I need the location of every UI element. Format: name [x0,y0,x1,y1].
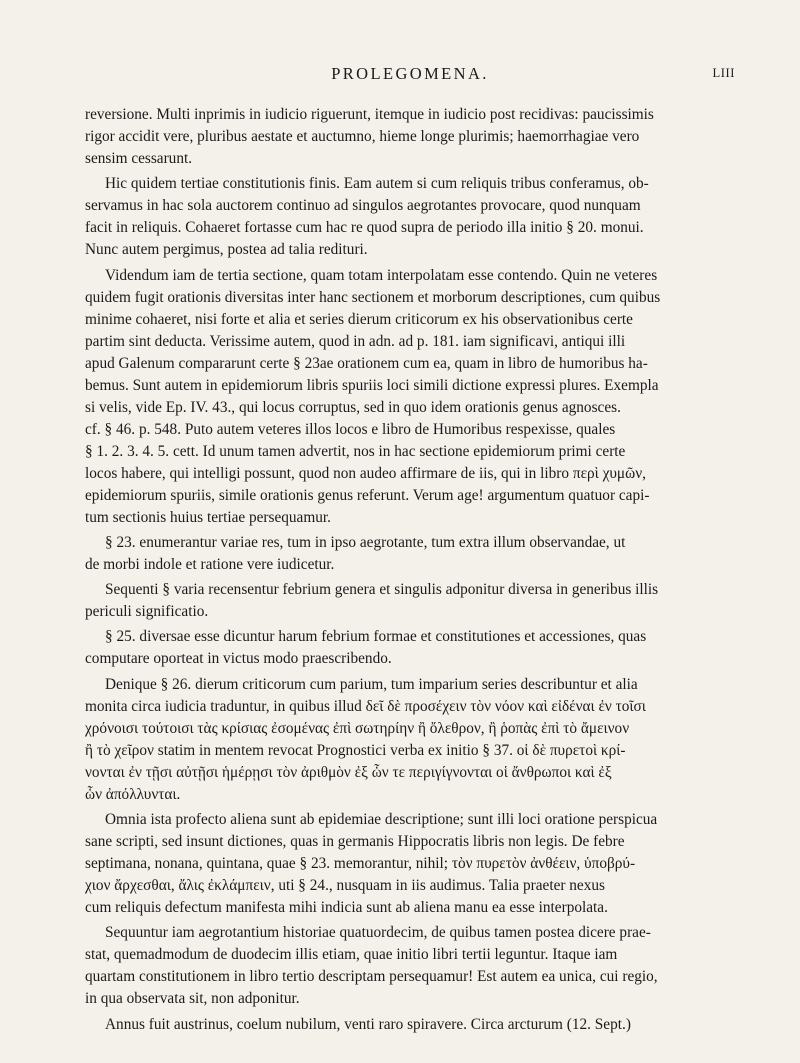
running-title: PROLEGOMENA. [331,64,489,83]
paragraph [85,1014,736,1036]
text-line: si velis, vide Ep. IV. 43., qui locus corruptus, sed in quo idem orationis genus agnosces. [85,398,621,416]
text-line: quartam constitutionem in libro tertio descriptam persequamur! Est autem ea unica, cui regio, [85,968,658,986]
paragraph [85,104,736,170]
text-line: tum sectionis huius tertiae persequamur. [85,508,331,526]
text-line: cum reliquis defectum manifesta mihi indicia sunt ab aliena manu ea esse interpolata. [85,899,608,917]
paragraph [85,674,736,806]
text-line: Sequenti § varia recensentur febrium genera et singulis adponitur diversa in generibus illis [105,581,659,599]
page-number: LIII [712,66,735,80]
text-line: locos habere, qui intelligi possunt, quod non audeo affirmare de iis, qui in libro περὶ χυμῶν, [85,464,646,482]
paragraph [85,922,736,1010]
text-line: § 25. diversae esse dicuntur harum febrium formae et constitutiones et accessiones, quas [105,628,647,646]
running-head [85,64,735,86]
paragraph [85,626,736,670]
text-line: χρόνοισι τούτοισι τὰς κρίσιας ἐσομένας ἐπὶ σωτηρίην ἢ ὄλεθρον, ἢ ῥοπὰς ἐπὶ τὸ ἄμεινον [85,719,630,737]
text-line: Annus fuit austrinus, coelum nubilum, venti raro spiravere. Circa arcturum (12. Sept.) [105,1015,631,1033]
text-line: § 23. enumerantur variae res, tum in ipso aegrotante, tum extra illum observandae, ut [105,533,626,551]
text-line: facit in reliquis. Cohaeret fortasse cum hac re quod supra de periodo illa initio § 20. monui. [85,219,644,237]
text-line: bemus. Sunt autem in epidemiorum libris spuriis loci simili dictione expressi plures. Exempla [85,376,659,394]
text-line: Denique § 26. dierum criticorum cum parium, tum imparium series describuntur et alia [105,675,638,693]
paragraph [85,173,736,261]
text-line: Hic quidem tertiae constitutionis finis. Eam autem si cum reliquis tribus conferamus, ob- [105,175,649,193]
text-line: stat, quemadmodum de duodecim illis etiam, quae initio libri tertii leguntur. Itaque iam [85,946,618,964]
paragraph [85,265,736,529]
paragraph [85,809,736,919]
text-line: ἢ τὸ χεῖρον statim in mentem revocat Prognostici verba ex initio § 37. οἱ δὲ πυρετοὶ κρί- [85,741,626,759]
text-line: quidem fugit orationis diversitas inter hanc sectionem et morborum descriptiones, cum quibus [85,288,661,306]
text-line: septimana, nonana, quintana, quae § 23. memorantur, nihil; τὸν πυρετὸν ἀνθέειν, ὑποβρύ- [85,855,636,873]
text-line: minime cohaeret, nisi forte et alia et series dierum criticorum ex his observationibus certe [85,310,633,328]
text-line: Omnia ista profecto aliena sunt ab epidemiae descriptione; sunt illi loci oratione perspicua [105,811,658,829]
text-line: apud Galenum compararunt certe § 23ae orationem cum ea, quam in libro de humoribus ha- [85,354,648,372]
text-line: periculi significatio. [85,603,209,621]
text-line: sensim cessarunt. [85,150,193,167]
text-line: partim sint deducta. Verissime autem, quod in adn. ad p. 181. iam significavi, antiqui illi [85,332,626,350]
paragraph [85,532,736,576]
text-line: reversione. Multi inprimis in iudicio riguerunt, itemque in iudicio post recidivas: paucissimis [85,106,654,123]
text-line: Sequuntur iam aegrotantium historiae quatuordecim, de quibus tamen postea dicere prae- [105,924,651,942]
paragraph [85,579,736,623]
text-line: sane scripti, sed insunt dictiones, quas in germanis Hippocratis libris non legis. De febre [85,833,625,851]
body-text [85,104,736,1039]
text-line: § 1. 2. 3. 4. 5. cett. Id unum tamen advertit, nos in hac sectione epidemiorum primi certe [85,442,626,460]
text-line: χιον ἄρχεσθαι, ἄλις ἐκλάμπειν, uti § 24., nusquam in iis audimus. Talia praeter nexus [85,877,605,895]
text-line: ὧν ἀπόλλυνται. [85,785,181,803]
text-line: epidemiorum spuriis, simile orationis genus referunt. Verum age! argumentum quatuor capi- [85,486,650,504]
text-line: Videndum iam de tertia sectione, quam totam interpolatam esse contendo. Quin ne veteres [105,266,658,284]
text-line: computare oporteat in victus modo praescribendo. [85,650,392,668]
text-line: νονται ἐν τῇσι αὐτῇσι ἡμέρῃσι τὸν ἀριθμὸν ἐξ ὧν τε περιγίγνονται οἱ ἄνθρωποι καὶ ἐξ [85,763,612,781]
text-line: de morbi indole et ratione vere iudicetur. [85,555,335,573]
text-line: cf. § 46. p. 548. Puto autem veteres illos locos e libro de Humoribus respexisse, quales [85,420,616,438]
text-line: rigor accidit vere, pluribus aestate et auctumno, hieme longe plurimis; haemorrhagiae vero [85,128,640,145]
text-line: Nunc autem pergimus, postea ad talia redituri. [85,241,368,259]
text-line: in qua observata sit, non adponitur. [85,990,300,1008]
text-line: monita circa iudicia traduntur, in quibus illud δεῖ δὲ προσέχειν τὸν νόον καὶ εἰδέναι ἐν τοῖσι [85,697,646,715]
text-line: servamus in hac sola auctorem continuo ad singulos aegrotantes provocare, quod nunquam [85,197,641,215]
